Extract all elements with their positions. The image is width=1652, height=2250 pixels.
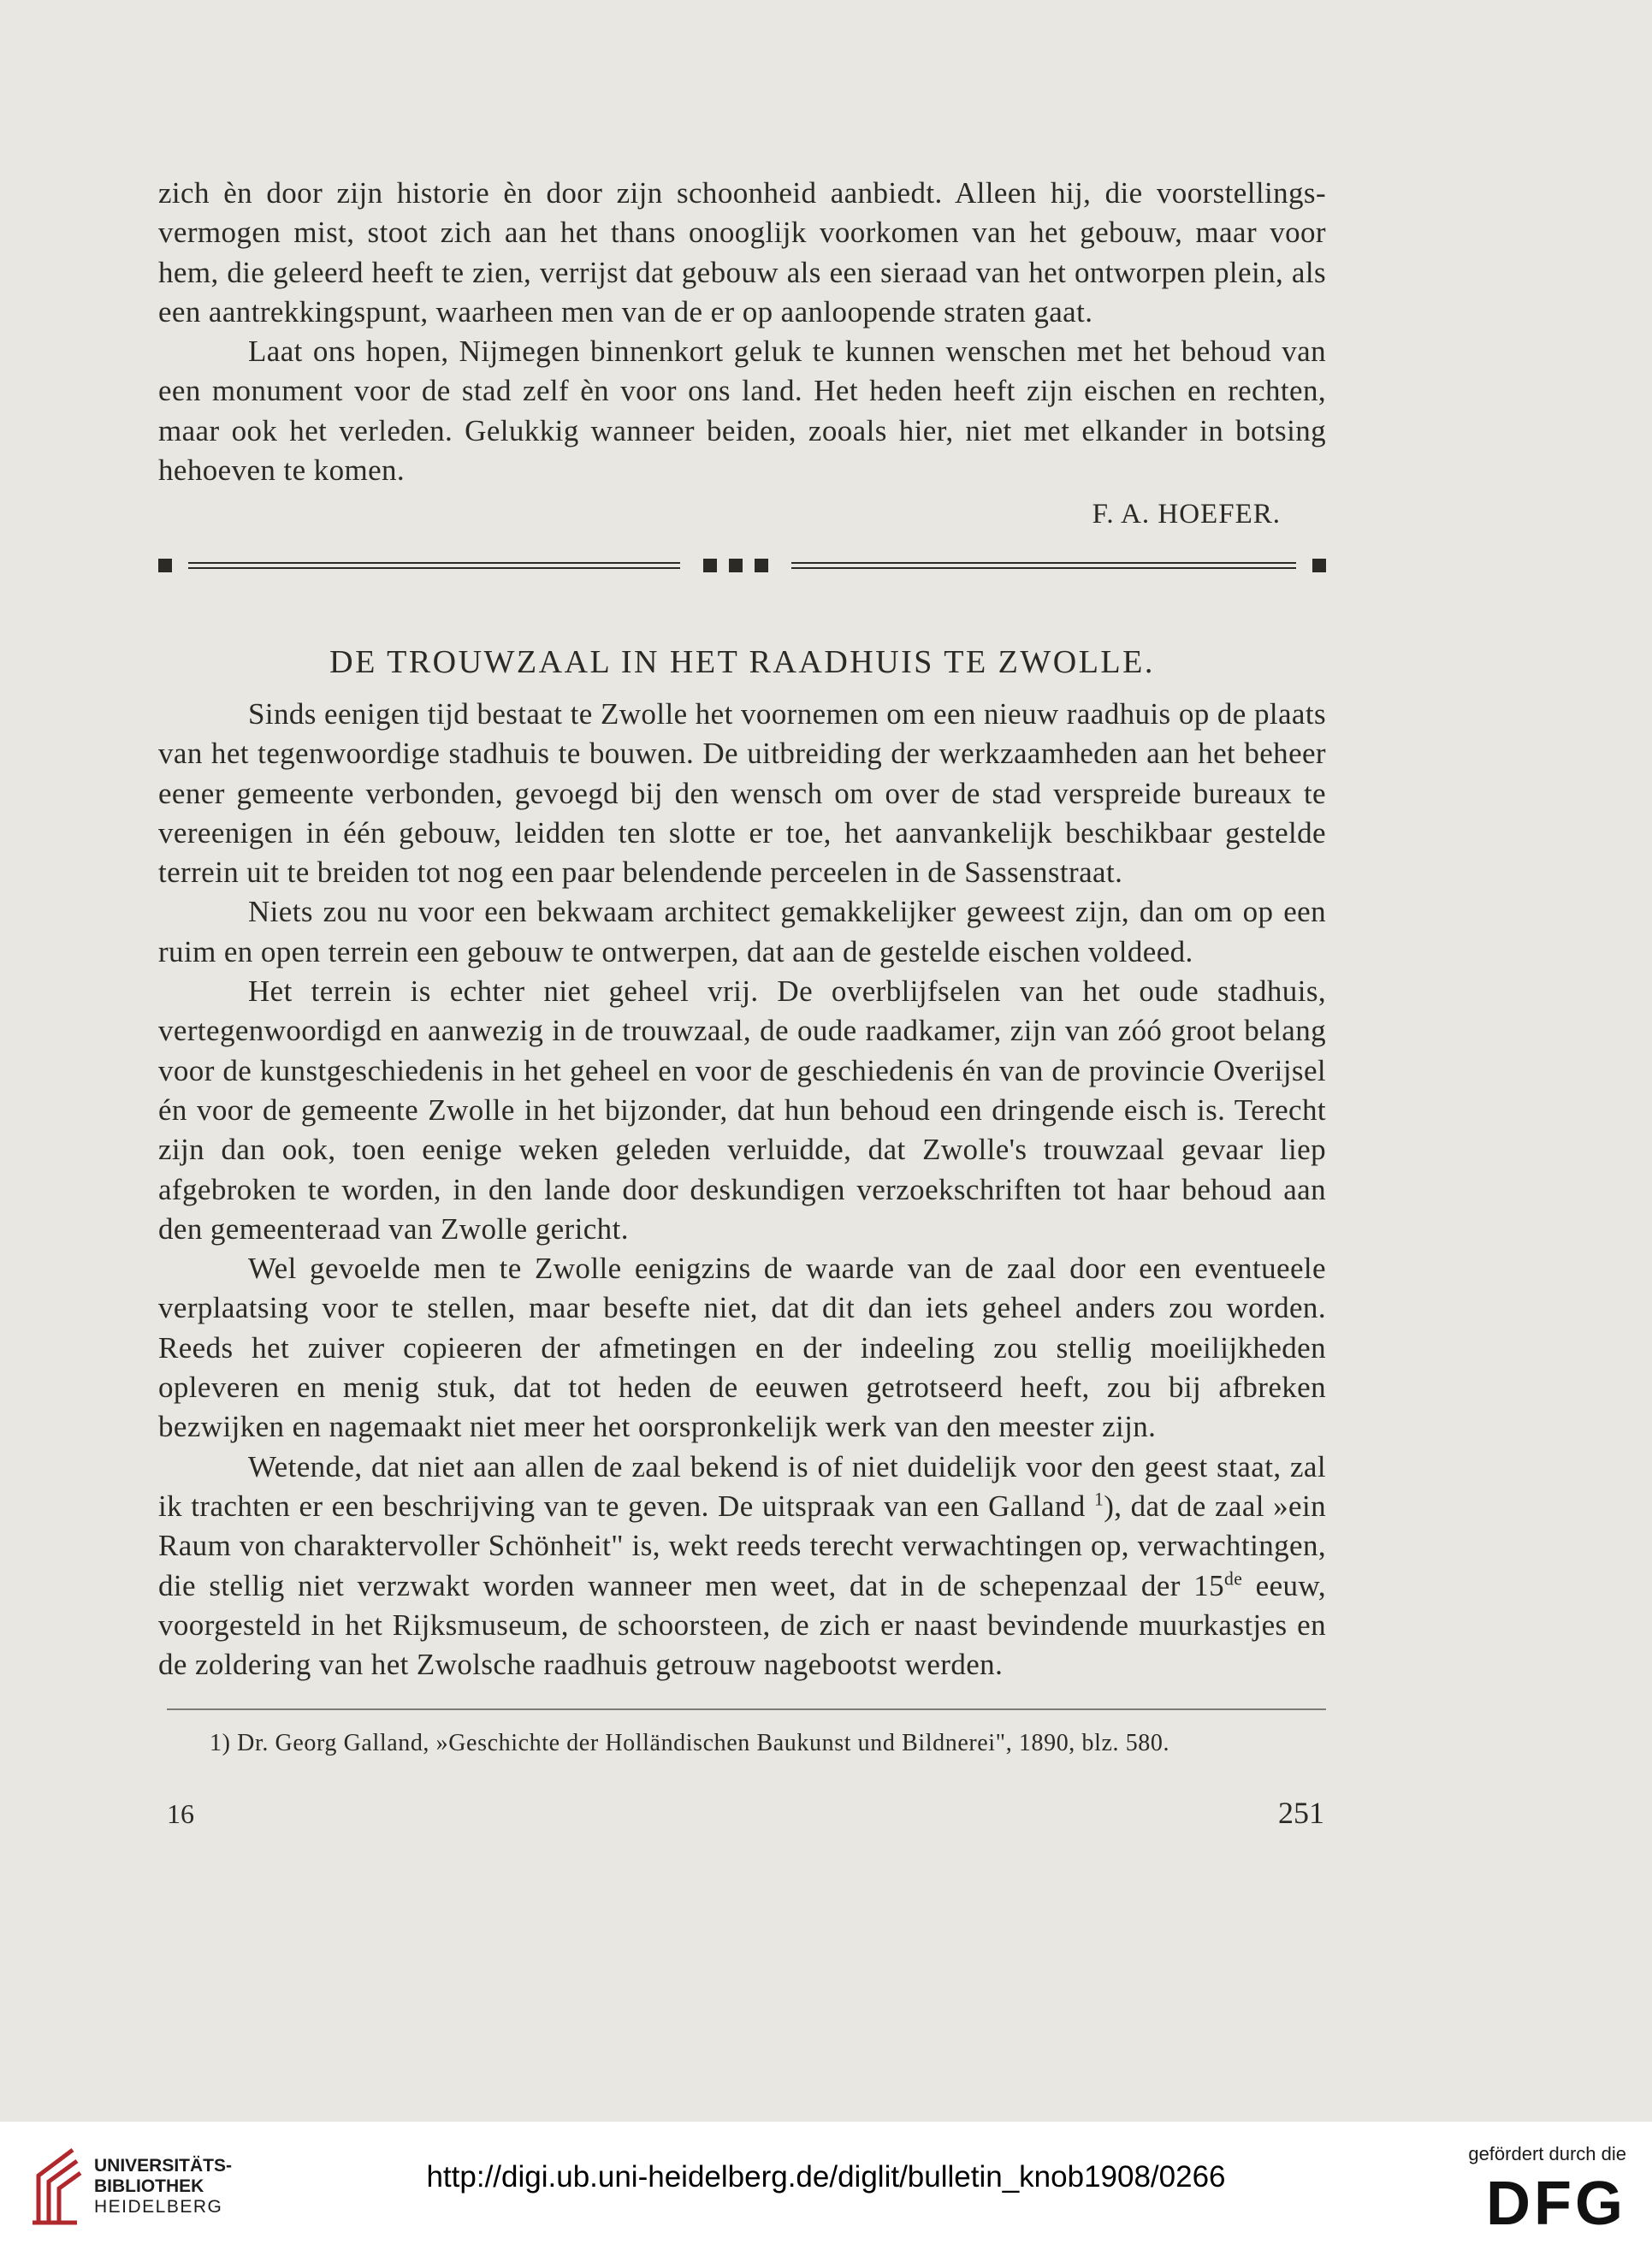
paragraph: Sinds eenigen tijd bestaat te Zwolle het voornemen om een nieuw raadhuis op de plaats van het tegenwoordige stadhuis te bouwen. De uitbreiding der werkzaamheden aan het beheer eener gemeente verbonden, gevoegd bij den wensch om over de stad verspreide bureaux te vereenigen in één gebouw, leidden ten slotte er toe, het aanvankelijk beschikbaar gestelde terrein uit te breiden tot nog een paar belendende perceelen in de Sassenstraat. xyxy=(158,697,1326,890)
paragraph: Het terrein is echter niet geheel vrij. De overblijfselen van het oude stadhuis, vertegenwoordigd en aanwezig in de trouwzaal, de oude raadkamer, zijn van zóó groot belang voor de kunstgeschiedenis in het geheel en voor de geschiedenis én van de provincie Overijsel én voor de gemeente Zwolle in het bijzonder, dat hun behoud een dringende eisch is. Terecht zijn dan ook, toen eenige weken geleden verluidde, dat Zwolle's trouwzaal gevaar liep afgebroken te worden, in den lande door deskundigen verzoekschriften tot haar behoud aan den gemeenteraad van Zwolle gericht. xyxy=(158,974,1326,1246)
paragraph: Wel gevoelde men te Zwolle eenigzins de waarde van de zaal door een eventueele verplaatsing voor te stellen, maar besefte niet, dat dit dan iets geheel anders zou worden. Reeds het zuiver copieeren der afmetingen en der indeeling zou stellig moeilijkheden opleveren en menig stuk, dat tot heden de eeuwen getrotseerd heeft, zou bij afbreken bezwijken en nagemaakt niet meer het oorspronkelijk werk van den meester zijn. xyxy=(158,1252,1326,1444)
permalink-url[interactable]: http://digi.ub.uni-heidelberg.de/diglit/bulletin_knob1908/0266 xyxy=(426,2160,1226,2194)
page-number: 251 xyxy=(1278,1796,1324,1830)
paragraph-text: ), dat de zaal »ein Raum von charaktervoller Schönheit" is, wekt reeds terecht verwachtingen op, verwachtingen, die stellig niet verzwakt worden wanneer men weet, dat in de schepenzaal der 15 xyxy=(158,1489,1326,1602)
ordinal-superscript: de xyxy=(1223,1567,1243,1589)
article-hoefer-body xyxy=(158,174,1326,490)
paragraph: Niets zou nu voor een bekwaam architect gemakkelijker geweest zijn, dan om op een ruim en open terrein een gebouw te ontwerpen, dat aan de gestelde eischen voldeed. xyxy=(158,895,1326,968)
footnote-rule xyxy=(167,1708,1326,1710)
author-signature: F. A. HOEFER. xyxy=(1092,499,1281,530)
footnote-ref: 1 xyxy=(1093,1489,1104,1510)
library-name-line: UNIVERSITÄTS- xyxy=(94,2156,233,2176)
library-name-line: HEIDELBERG xyxy=(94,2197,223,2217)
ornamental-divider xyxy=(158,554,1326,580)
article-trouwzaal-body xyxy=(158,695,1326,1685)
signature-mark: 16 xyxy=(167,1798,194,1829)
funding-label: gefördert durch die xyxy=(1468,2143,1626,2164)
paragraph: zich èn door zijn historie èn door zijn schoonheid aanbiedt. Alleen hij, die voorstellings-vermogen mist, stoot zich aan het thans onooglijk voorkomen van het gebouw, maar voor hem, die geleerd heeft te zien, verrijst dat gebouw als een sieraad van het ontworpen plein, als een aantrekkingspunt, waarheen men van de er op aanloopende straten gaat. xyxy=(158,176,1326,329)
article-title: DE TROUWZAAL IN HET RAADHUIS TE ZWOLLE. xyxy=(329,644,1155,680)
paragraph-text: Wetende, dat niet aan allen de zaal bekend is of niet duidelijk voor den geest staat, zal ik trachten er een beschrijving van te geven. De uitspraak van een Galland xyxy=(158,1449,1326,1523)
dfg-logo[interactable]: DFG xyxy=(1486,2170,1626,2238)
paragraph-text: eeuw, voorgesteld in het Rijksmuseum, de schoorsteen, de zich er naast bevindende muurkastjes en de zoldering van het Zwolsche raadhuis getrouw nagebootst werden. xyxy=(158,1568,1326,1682)
paragraph: Laat ons hopen, Nijmegen binnenkort geluk te kunnen wenschen met het behoud van een monument voor de stad zelf èn voor ons land. Het heden heeft zijn eischen en rechten, maar ook het verleden. Gelukkig wanneer beiden, zooals hier, niet met elkander in botsing hehoeven te komen. xyxy=(158,335,1326,488)
paragraph-with-footnote-ref xyxy=(158,1448,1326,1685)
library-name-line: BIBLIOTHEK xyxy=(94,2176,204,2196)
footnote: 1) Dr. Georg Galland, »Geschichte der Holländischen Baukunst und Bildnerei", 1890, blz. 580. xyxy=(210,1730,1170,1756)
